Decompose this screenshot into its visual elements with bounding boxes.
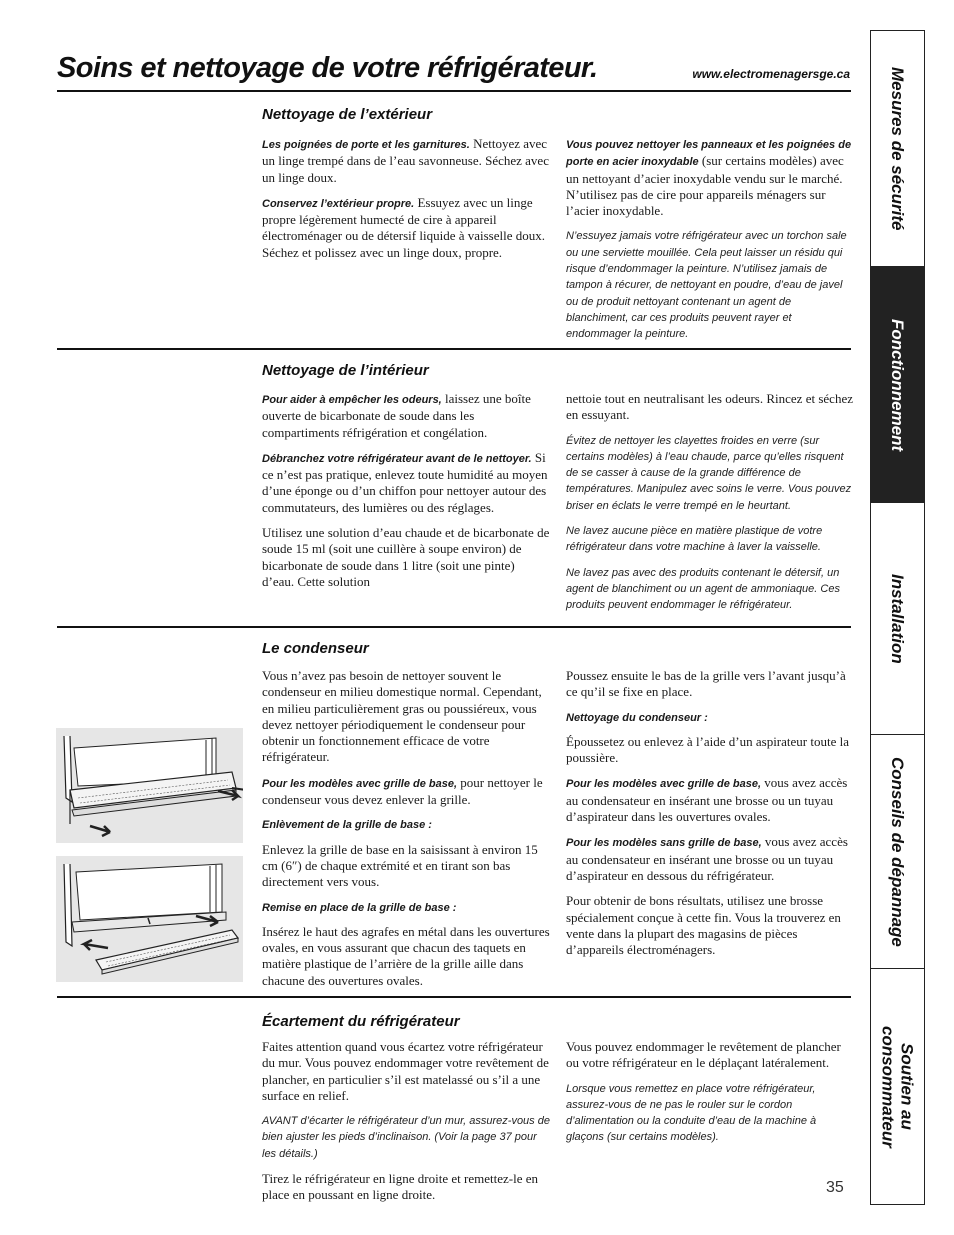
condenser-paragraph: Pour obtenir de bons résultats, utilisez une brosse spécialement conçue à cette fin. Vous la trouverez en vente dans la plupart des magasins de pièces d’appareils électroménagers. — [566, 893, 841, 958]
spacing-note: Lorsque vous remettez en place votre réfrigérateur, assurez-vous de ne pas le rouler sur le cordon d’alimentation ou la conduite d’eau de la machine à glaçons (sur certains modèles). — [566, 1082, 817, 1144]
reinstall-heading: Remise en place de la grille de base : — [262, 901, 457, 914]
spacing-left-column — [262, 1039, 550, 1213]
header-rule — [57, 90, 851, 92]
exterior-paragraph: Conservez l’extérieur propre. Essuyez avec un linge propre légèrement humecté de cire à appareil électroménager ou de détersif liquide à vaisselle doux. Séchez et polissez avec un linge doux, propre. — [262, 194, 546, 260]
interior-right-column — [566, 391, 854, 623]
tab-label: Fonctionnement — [888, 318, 907, 452]
spacing-paragraph: Faites attention quand vous écartez votre réfrigérateur du mur. Vous pouvez endommager votre revêtement de plancher, en particulier s’il est matelassé ou s’il a une surface en relief. — [262, 1039, 549, 1103]
tab-label: Conseils de dépannage — [888, 757, 907, 947]
section-divider — [57, 996, 851, 998]
interior-paragraph: Utilisez une solution d’eau chaude et de bicarbonate de soude 15 ml (soit une cuillère à soupe environ) de bicarbonate de soude dans 1 litre (soit une pinte) d’eau. Cette solution — [262, 525, 550, 589]
interior-note: Évitez de nettoyer les clayettes froides en verre (sur certains modèles) à l’eau chaude, parce qu’elles risquent de se casser à cause de la grande différence de températures. Manipulez avec soins le verre. Vous pouvez briser en éclats le verre trempé en le heurtant. — [566, 434, 852, 512]
exterior-note: N’essuyez jamais votre réfrigérateur avec un torchon sale ou une serviette mouillée. Cela peut laisser un résidu qui risque d’endommager la peinture. N’utilisez jamais de tampon à récurer, de nettoyant en poudre, d’eau de javel ou de produit nettoyant contenant un agent de blanchiment, car ces produits peuvent rayer et endommager la peinture. — [566, 230, 847, 341]
refrigerator-grille-drawing — [56, 856, 243, 982]
condenser-paragraph: Pour les modèles sans grille de base, vous avez accès au condensateur en insérant une brosse ou un tuyau d’aspirateur en dessous du réfrigérateur. — [566, 834, 848, 883]
exterior-paragraph: Vous pouvez nettoyer les panneaux et les poignées de porte en acier inoxydable (sur certains modèles) avec un nettoyant d’acier inoxydable vendu sur le marché. N’utilisez pas de cire pour appareils ménagers sur l’acier inoxydable. — [566, 139, 852, 219]
spacing-note: AVANT d’écarter le réfrigérateur d’un mur, assurez-vous de bien ajuster les pieds d’inclinaison. (Voir la page 37 pour les détails.) — [262, 1115, 550, 1160]
condenser-paragraph: Vous n’avez pas besoin de nettoyer souvent le condenseur en milieu domestique normal. Cependant, en milieu particulièrement gras ou poussiéreux, vous devez nettoyer périodiquement le condenseur pour obtenir un fonctionnement efficace de votre réfrigérateur. — [262, 668, 542, 765]
condenser-paragraph: Pour les modèles avec grille de base, pour nettoyer le condenseur vous devez enlever la grille. — [262, 774, 543, 808]
section-divider — [57, 348, 851, 350]
website-url: www.electromenagersge.ca — [692, 67, 850, 81]
condenser-paragraph: Enlevez la grille de base en la saisissant à environ 15 cm (6″) de chaque extrémité et en tirant son bas directement vers vous. — [262, 841, 538, 890]
grille-reinstall-illustration — [56, 856, 243, 982]
section-tabs — [870, 30, 925, 1205]
condenser-right-column — [566, 668, 854, 967]
condenser-left-column — [262, 668, 550, 998]
interior-paragraph: nettoie tout en neutralisant les odeurs. Rincez et séchez en essuyant. — [566, 391, 853, 423]
cleaning-heading: Nettoyage du condenseur : — [566, 711, 708, 724]
tab-label: Installation — [888, 574, 907, 664]
section-title-interior: Nettoyage de l’intérieur — [262, 362, 429, 379]
interior-paragraph: Débranchez votre réfrigérateur avant de le nettoyer. Si ce n’est pas pratique, enlevez toute humidité au moyen d’une éponge ou d’un chiffon pour nettoyer autour des commutateurs, des lumières ou des réglages. — [262, 449, 548, 515]
refrigerator-base-drawing — [56, 728, 243, 843]
interior-note: Ne lavez pas avec des produits contenant le détersif, un agent de blanchiment ou un agent de ammoniaque. Ces produits peuvent endommager le réfrigérateur. — [566, 566, 840, 612]
exterior-right-column — [566, 136, 854, 352]
tab-troubleshooting[interactable] — [870, 734, 925, 970]
section-title-exterior: Nettoyage de l’extérieur — [262, 106, 433, 123]
page-title: Soins et nettoyage de votre réfrigérateur. — [57, 52, 598, 84]
tab-operation[interactable] — [870, 266, 925, 504]
tab-label: Soutien au consommateur — [878, 1025, 917, 1148]
condenser-paragraph: Pour les modèles avec grille de base, vous avez accès au condensateur en insérant une brosse ou un tuyau d’aspirateur dans les ouvertures ovales. — [566, 775, 848, 825]
spacing-paragraph: Tirez le réfrigérateur en ligne droite et remettez-le en place en poussant en ligne droite. — [262, 1171, 538, 1203]
tab-consumer-support[interactable] — [870, 968, 925, 1205]
spacing-right-column — [566, 1039, 854, 1155]
grille-removal-illustration — [56, 728, 243, 843]
interior-left-column — [262, 391, 550, 599]
condenser-paragraph: Insérez le haut des agrafes en métal dans les ouvertures ovales, en vous assurant que chacun des taquets en matière plastique de l’arrière de la grille aille dans chacune des ouvertures ovales. — [262, 923, 550, 988]
tab-installation[interactable] — [870, 502, 925, 736]
removal-heading: Enlèvement de la grille de base : — [262, 819, 432, 832]
page-number: 35 — [826, 1179, 844, 1196]
condenser-paragraph: Poussez ensuite le bas de la grille vers l’avant jusqu’à ce qu’il se fixe en place. — [566, 668, 846, 700]
section-title-condenser: Le condenseur — [262, 640, 369, 657]
section-title-spacing: Écartement du réfrigérateur — [262, 1013, 460, 1030]
interior-paragraph: Pour aider à empêcher les odeurs, laissez une boîte ouverte de bicarbonate de soude dans les compartiments réfrigération et congélation. — [262, 391, 531, 440]
exterior-left-column — [262, 136, 550, 270]
interior-note: Ne lavez aucune pièce en matière plastique de votre réfrigérateur dans votre machine à laver la vaisselle. — [566, 525, 823, 554]
condenser-paragraph: Époussetez ou enlevez à l’aide d’un aspirateur toute la poussière. — [566, 733, 849, 766]
exterior-paragraph: Les poignées de porte et les garnitures. Nettoyez avec un linge trempé dans de l’eau savonneuse. Séchez avec un linge doux. — [262, 136, 549, 185]
section-divider — [57, 626, 851, 628]
spacing-paragraph: Vous pouvez endommager le revêtement de plancher ou votre réfrigérateur en le déplaçant latéralement. — [566, 1039, 841, 1071]
tab-label: Mesures de sécurité — [888, 67, 907, 231]
tab-safety[interactable] — [870, 30, 925, 268]
